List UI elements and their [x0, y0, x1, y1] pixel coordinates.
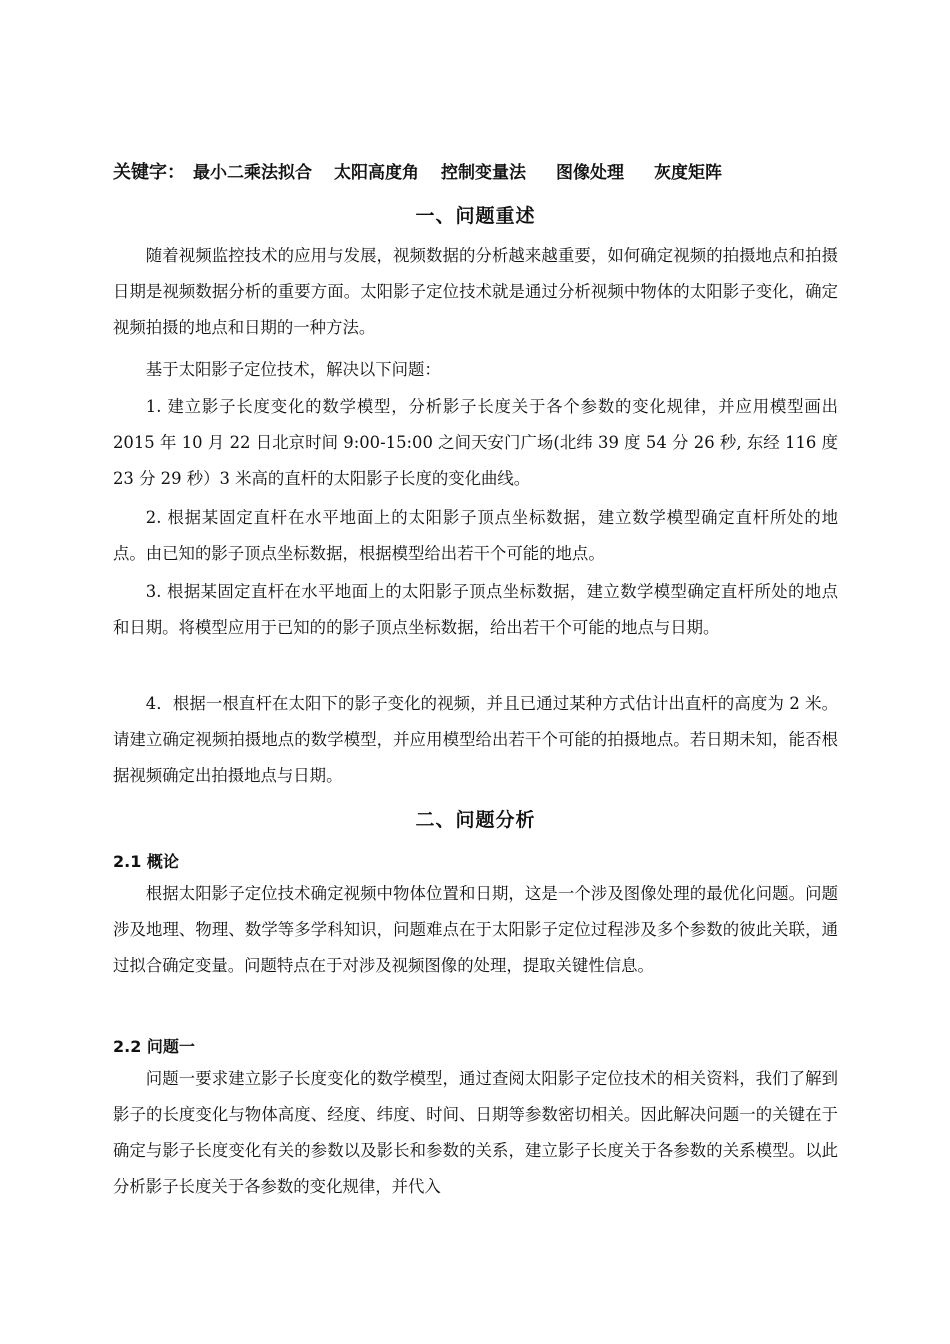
- paragraph: 问题一要求建立影子长度变化的数学模型，通过查阅太阳影子定位技术的相关资料，我们了解到影子的长度变化与物体高度、经度、纬度、时间、日期等参数密切相关。因此解决问题一的关键在于确定与影子长度变化有关的参数以及影长和参数的关系，建立影子长度关于各参数的关系模型。以此分析影子长度关于各参数的变化规律，并代入: [113, 1069, 838, 1196]
- paragraph: 1. 建立影子长度变化的数学模型，分析影子长度关于各个参数的变化规律，并应用模型画出 2015 年 10 月 22 日北京时间 9:00-15:00 之间天安门广场(北纬 39 度 54 分 26 秒, 东经 116 度 23 分 29 秒）3 米高的直杆的太阳影子长度的变化曲线。: [113, 397, 838, 488]
- paragraph: 4．根据一根直杆在太阳下的影子变化的视频，并且已通过某种方式估计出直杆的高度为 2 米。请建立确定视频拍摄地点的数学模型，并应用模型给出若干个可能的拍摄地点。若日期未知，能否根据视频确定出拍摄地点与日期。: [113, 694, 838, 785]
- keyword-item: 太阳高度角: [334, 163, 419, 183]
- keyword-item: 最小二乘法拟合: [193, 163, 312, 183]
- section-heading-analysis: 二、问题分析: [415, 809, 536, 831]
- paragraph: 随着视频监控技术的应用与发展，视频数据的分析越来越重要，如何确定视频的拍摄地点和拍摄日期是视频数据分析的重要方面。太阳影子定位技术就是通过分析视频中物体的太阳影子变化，确定视频拍摄的地点和日期的一种方法。: [113, 246, 838, 337]
- keyword-item: 控制变量法: [441, 163, 526, 183]
- subsection-heading: 2.2 问题一: [113, 1037, 195, 1056]
- keyword-item: 图像处理: [556, 163, 624, 183]
- keywords-label: 关键字：: [113, 162, 185, 183]
- paragraph: 2. 根据某固定直杆在水平地面上的太阳影子顶点坐标数据，建立数学模型确定直杆所处的地点。由已知的影子顶点坐标数据，根据模型给出若干个可能的地点。: [113, 508, 838, 563]
- paragraph: 基于太阳影子定位技术，解决以下问题：: [145, 360, 441, 379]
- keyword-item: 灰度矩阵: [654, 163, 722, 183]
- paragraph: 3. 根据某固定直杆在水平地面上的太阳影子顶点坐标数据，建立数学模型确定直杆所处的地点和日期。将模型应用于已知的的影子顶点坐标数据，给出若干个可能的地点与日期。: [113, 582, 838, 637]
- keywords-line: [113, 158, 853, 184]
- section-heading-restatement: 一、问题重述: [415, 205, 536, 227]
- subsection-heading: 2.1 概论: [113, 852, 179, 871]
- paragraph: 根据太阳影子定位技术确定视频中物体位置和日期，这是一个涉及图像处理的最优化问题。问题涉及地理、物理、数学等多学科知识，问题难点在于太阳影子定位过程涉及多个参数的彼此关联，通过拟合确定变量。问题特点在于对涉及视频图像的处理，提取关键性信息。: [113, 884, 838, 975]
